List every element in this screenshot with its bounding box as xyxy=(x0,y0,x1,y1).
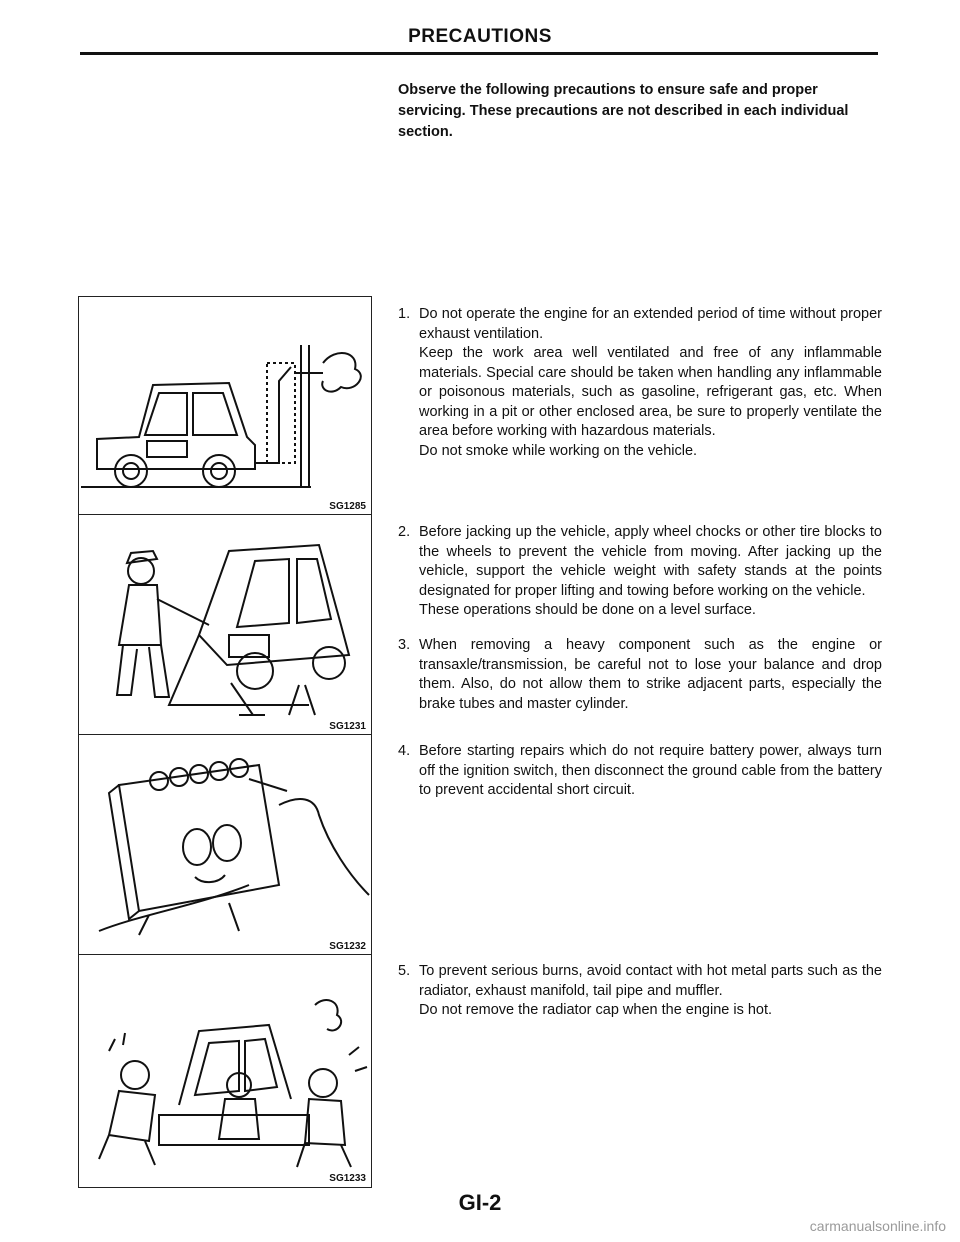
hot-parts-illustration xyxy=(79,955,371,1187)
item-text: Before starting repairs which do not require battery power, always turn off the ignition switch, then disconnect the ground cable from the battery to prevent accidental short circuit. xyxy=(419,743,882,798)
item-text: Do not smoke while working on the vehicle. xyxy=(419,442,698,459)
precaution-item-1 xyxy=(398,305,882,461)
item-number: 4. xyxy=(398,743,411,759)
battery-illustration xyxy=(79,735,371,955)
item-number: 5. xyxy=(398,963,411,979)
title-rule xyxy=(80,52,878,55)
figure-code: SG1233 xyxy=(329,1173,366,1184)
figure-car-exhaust xyxy=(78,296,372,516)
item-text: To prevent serious burns, avoid contact with hot metal parts such as the radiator, exhaust manifold, tail pipe and muffler. xyxy=(419,963,882,999)
jack-stands-illustration xyxy=(79,515,371,735)
item-text: Before jacking up the vehicle, apply wheel chocks or other tire blocks to the wheels to prevent the vehicle from moving. After jacking up the vehicle, support the vehicle weight with safety stands at the points designated for proper lifting and towing before working on the vehicle. xyxy=(419,524,882,599)
watermark: carmanualsonline.info xyxy=(809,1218,946,1234)
item-text: Do not operate the engine for an extended period of time without proper exhaust ventilation. xyxy=(419,306,882,342)
item-number: 2. xyxy=(398,524,411,540)
figure-code: SG1232 xyxy=(329,941,366,952)
figure-code: SG1285 xyxy=(329,501,366,512)
figure-jack-stands xyxy=(78,514,372,736)
precaution-item-2 xyxy=(398,523,882,621)
figure-hot-parts xyxy=(78,954,372,1188)
item-text: Keep the work area well ventilated and free of any inflammable materials. Special care should be taken when handling any inflammable or poisonous materials, such as gasoline, refrigerant gas, etc. When working in a pit or other enclosed area, be sure to properly ventilate the area before working with hazardous materials. xyxy=(419,345,882,439)
item-number: 3. xyxy=(398,637,411,653)
item-number: 1. xyxy=(398,306,411,322)
page-number: GI-2 xyxy=(458,1190,502,1215)
item-text: These operations should be done on a level surface. xyxy=(419,602,756,618)
figure-code: SG1231 xyxy=(329,721,366,732)
item-text: When removing a heavy component such as the engine or transaxle/transmission, be careful not to lose your balance and drop them. Also, do not allow them to strike adjacent parts, especially the brake tubes and master cylinder. xyxy=(419,637,882,712)
figure-battery xyxy=(78,734,372,956)
item-text: Do not remove the radiator cap when the engine is hot. xyxy=(419,1002,773,1018)
intro-text: Observe the following precautions to ensure safe and proper servicing. These precautions are not described in each individual section. xyxy=(398,82,849,140)
precaution-item-5 xyxy=(398,962,882,1021)
precaution-item-3 xyxy=(398,636,882,714)
car-exhaust-illustration xyxy=(79,297,371,515)
page-title: PRECAUTIONS xyxy=(408,26,552,47)
precaution-item-4 xyxy=(398,742,882,801)
